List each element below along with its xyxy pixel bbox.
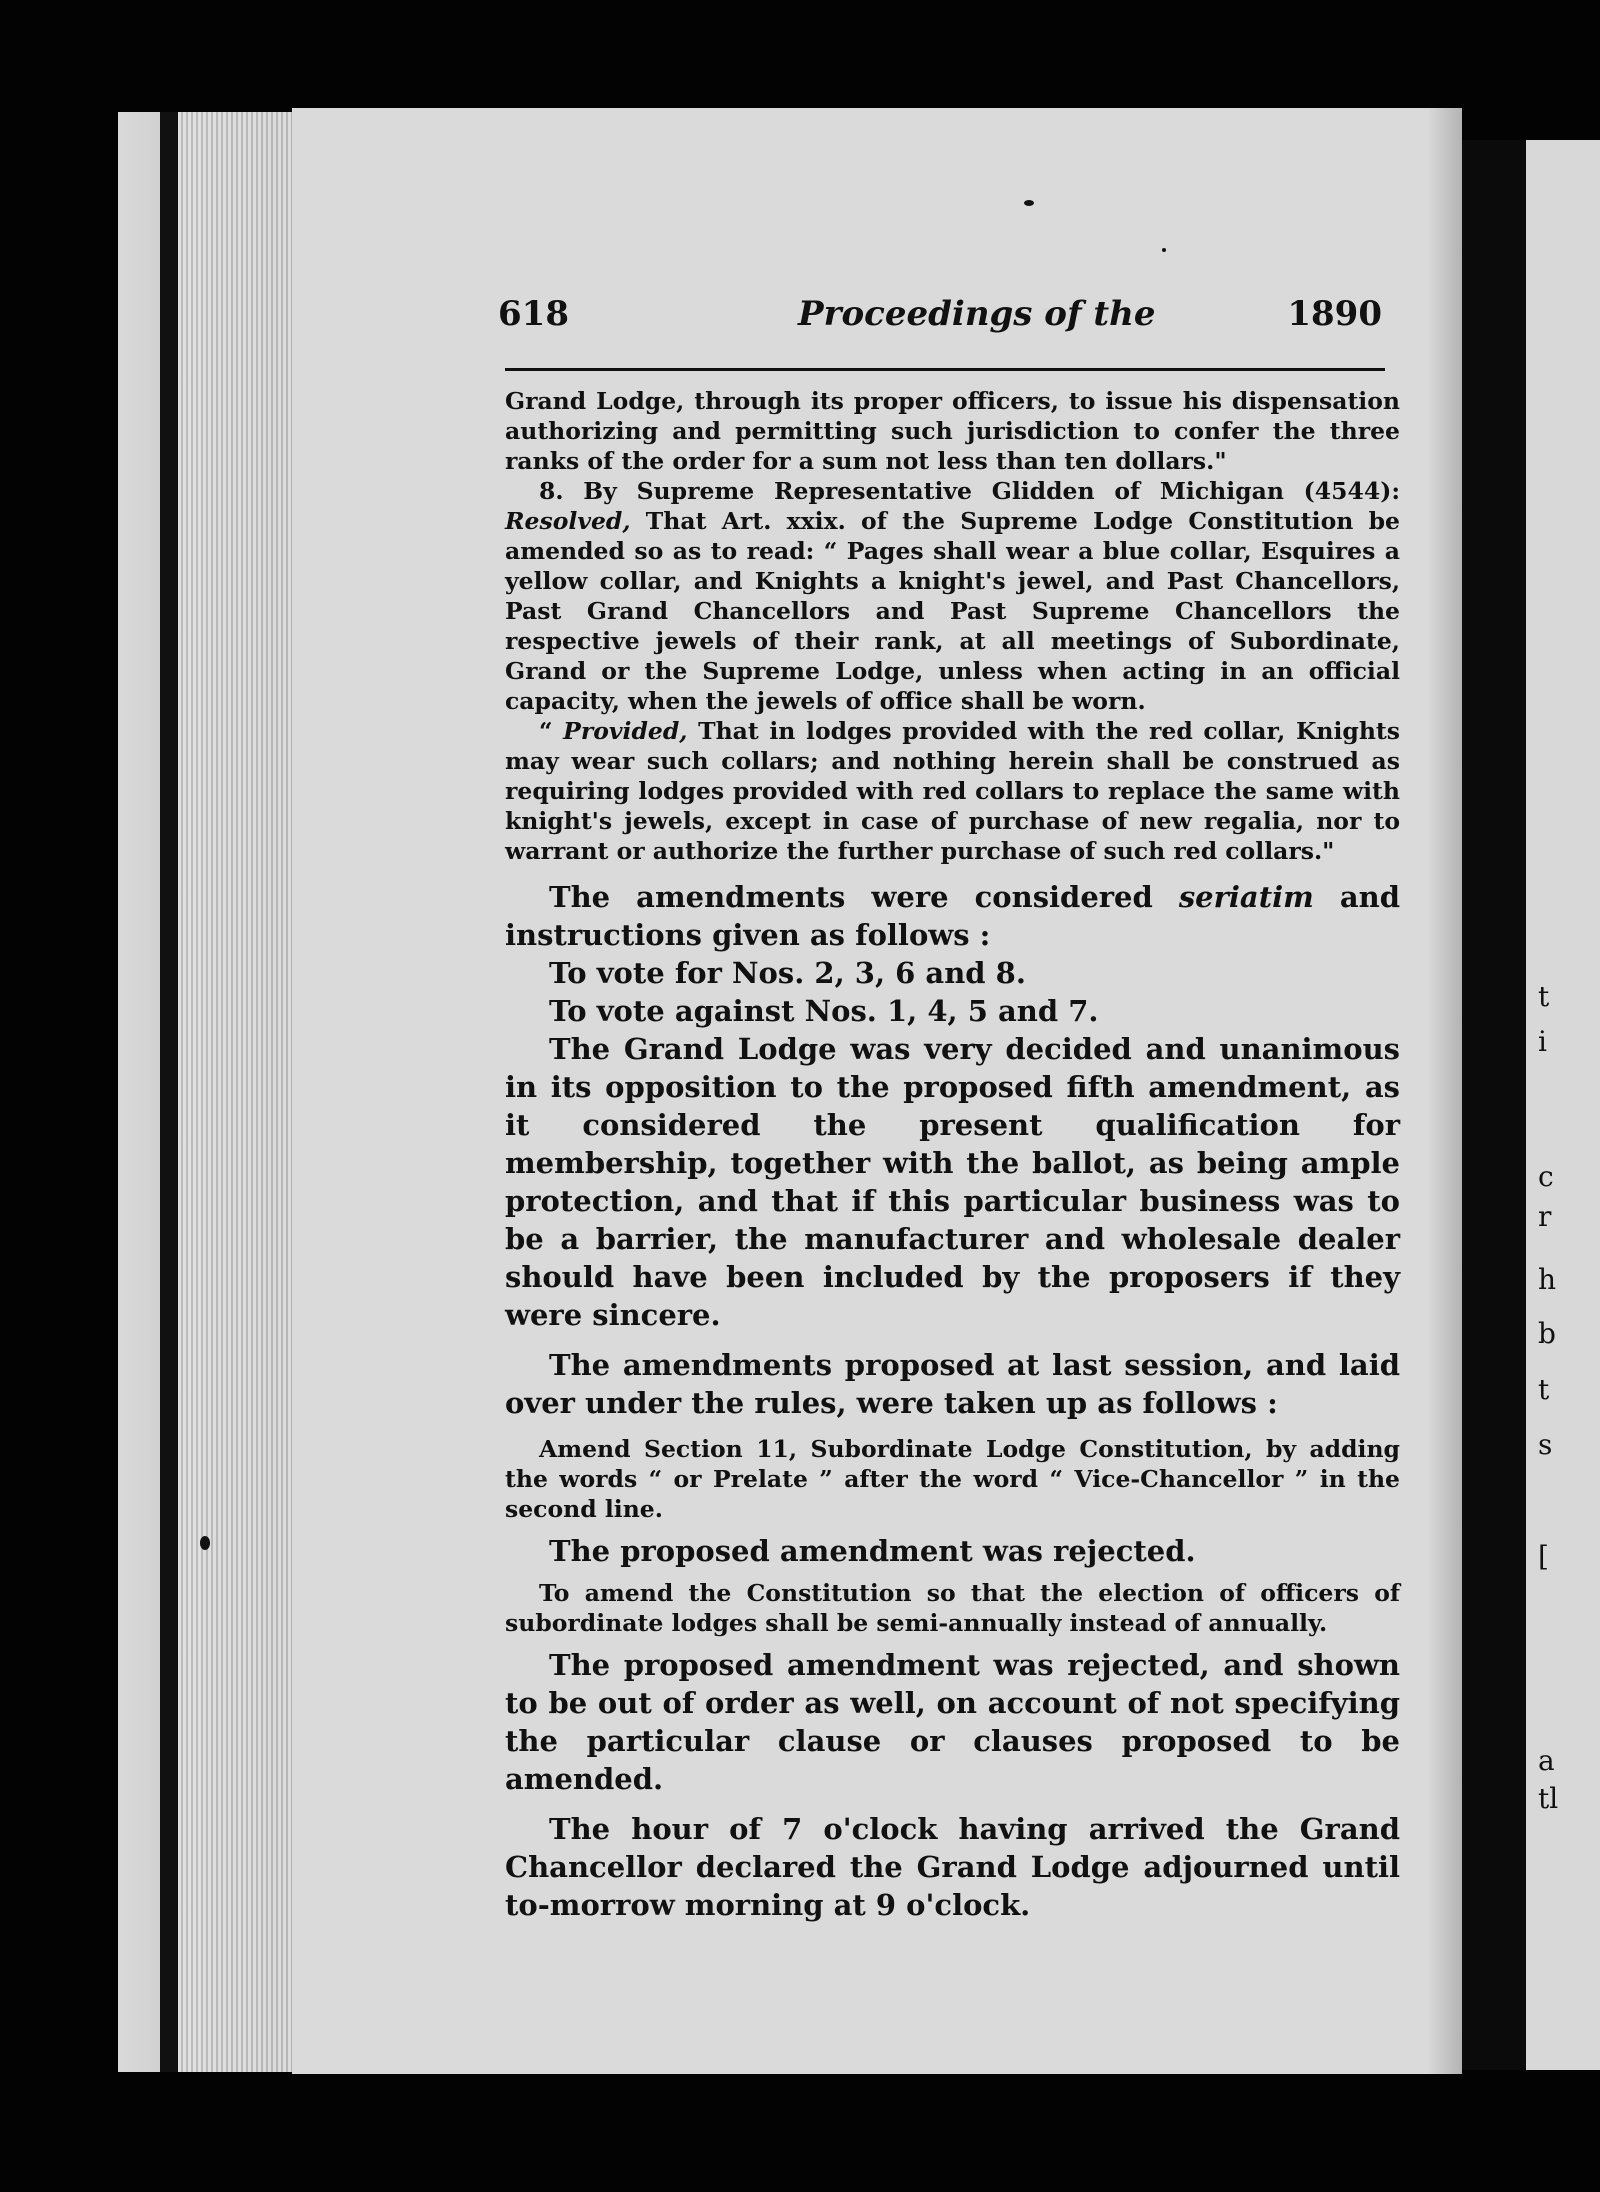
- running-header: [498, 294, 1382, 340]
- paragraph: The proposed amendment was rejected, and shown to be out of order as well, on account of not specifying the particular clause or clauses proposed to be amended.: [505, 1648, 1400, 1796]
- quote-open: “: [539, 717, 564, 745]
- paragraph: The proposed amendment was rejected.: [549, 1534, 1196, 1568]
- paragraph-seriatim: [505, 878, 1400, 954]
- right-fragment: t: [1538, 1373, 1550, 1406]
- seriatim-italic: seriatim: [1178, 880, 1314, 914]
- resolution-text: That Art. xxix. of the Supreme Lodge Constitution be amended so as to read: “ Pages shall wear a blue collar, Esquires a yellow collar, and Knights a knight's jewel, and Past Chancellors, Past Grand Chancellors and Past Supreme Chancellors the respective jewels of their rank, at all meetings of Subordinate, Grand or the Supreme Lodge, unless when acting in an official capacity, when the jewels of office shall be worn.: [505, 507, 1400, 715]
- seriatim-lead: The amendments were considered: [549, 880, 1179, 914]
- right-neighbour-page: [1526, 140, 1600, 2070]
- spine-shadow: [160, 112, 178, 2072]
- header-rule: [505, 368, 1385, 371]
- running-title: Proceedings of the: [798, 294, 1156, 334]
- vote-against-line: To vote against Nos. 1, 4, 5 and 7.: [549, 994, 1099, 1028]
- right-fragment: i: [1538, 1025, 1547, 1058]
- header-year: 1890: [1287, 294, 1382, 334]
- right-fragment: r: [1538, 1200, 1552, 1233]
- vote-for-line: To vote for Nos. 2, 3, 6 and 8.: [549, 956, 1026, 990]
- right-fragment: [: [1538, 1540, 1549, 1573]
- right-fragment: b: [1538, 1317, 1556, 1350]
- right-fragment: tl: [1538, 1782, 1559, 1815]
- resolution-lead: 8. By Supreme Representative Glidden of Michigan (4544):: [539, 477, 1400, 505]
- seriatim-rest: and instructions given as follows :: [505, 880, 1400, 952]
- paragraph-resolution-8: [505, 476, 1400, 716]
- provided-italic: Provided,: [563, 717, 688, 745]
- amendment-text: To amend the Constitution so that the election of officers of subordinate lodges shall be semi-annually instead of annually.: [505, 1579, 1400, 1637]
- page-number: 618: [498, 294, 569, 334]
- paragraph: The Grand Lodge was very decided and unanimous in its opposition to the proposed fifth amendment, as it considered the present qualification for membership, together with the ballot, as being ample protection, and that if this particular business was to be a barrier, the manufacturer and wholesale dealer should have been included by the proposers if they were sincere.: [505, 1032, 1400, 1332]
- resolved-italic: Resolved,: [505, 507, 631, 535]
- amendment-text: Amend Section 11, Subordinate Lodge Constitution, by adding the words “ or Prelate ” after the word “ Vice-Chancellor ” in the second line.: [505, 1435, 1400, 1523]
- right-page-gutter: [1462, 140, 1526, 2070]
- scan-speck: [1024, 200, 1034, 206]
- provided-text: That in lodges provided with the red collar, Knights may wear such collars; and nothing herein shall be construed as requiring lodges provided with red collars to replace the same with knight's jewels, except in case of purchase of new regalia, nor to warrant or authorize the further purchase of such red collars.": [505, 717, 1401, 865]
- page-edge-lines: [178, 112, 296, 2072]
- book-page: [292, 108, 1462, 2074]
- paragraph: The amendments proposed at last session, and laid over under the rules, were taken up as follows :: [505, 1348, 1400, 1420]
- right-fragment: a: [1538, 1744, 1555, 1777]
- scan-speck: [1162, 248, 1166, 252]
- right-fragment: t: [1538, 980, 1550, 1013]
- paragraph: Grand Lodge, through its proper officers, to issue his dispensation authorizing and permitting such jurisdiction to confer the three ranks of the order for a sum not less than ten dollars.": [505, 387, 1400, 475]
- right-fragment: h: [1538, 1263, 1557, 1296]
- paragraph-provided: [505, 716, 1400, 866]
- paragraph: The hour of 7 o'clock having arrived the Grand Chancellor declared the Grand Lodge adjourned until to-morrow morning at 9 o'clock.: [505, 1812, 1400, 1922]
- page-body: [505, 386, 1400, 1924]
- right-fragment: s: [1538, 1428, 1553, 1461]
- scan-speck: [200, 1536, 210, 1550]
- right-fragment: c: [1538, 1160, 1554, 1193]
